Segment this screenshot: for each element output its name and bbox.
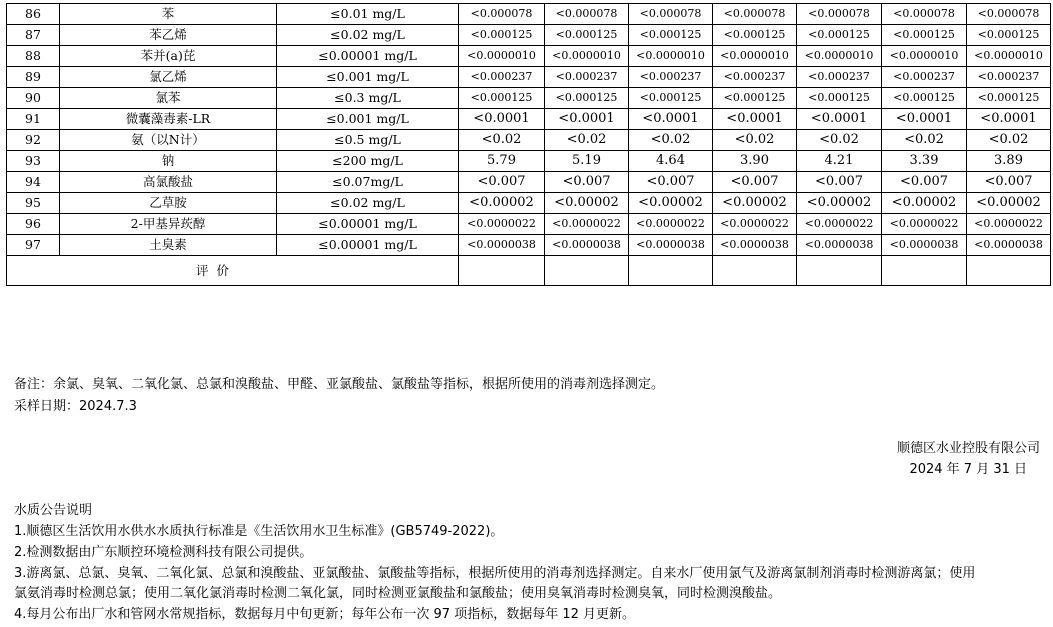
result-value: <0.0000010 xyxy=(459,46,545,67)
table-row xyxy=(7,4,1051,25)
table-row xyxy=(7,67,1051,88)
indicator-name: 高氯酸盐 xyxy=(60,172,277,193)
table-row xyxy=(7,130,1051,151)
result-value: <0.000125 xyxy=(967,88,1051,109)
item-number: 88 xyxy=(7,46,60,67)
table-row xyxy=(7,25,1051,46)
result-value: 3.89 xyxy=(967,151,1051,172)
result-value: <0.0001 xyxy=(629,109,713,130)
result-value: <0.000125 xyxy=(797,25,882,46)
item-number: 91 xyxy=(7,109,60,130)
item-number: 96 xyxy=(7,214,60,235)
result-value: <0.000237 xyxy=(713,67,797,88)
result-value: <0.00002 xyxy=(797,193,882,214)
limit-standard: ≤0.5 mg/L xyxy=(277,130,459,151)
result-value: <0.007 xyxy=(545,172,629,193)
item-number: 86 xyxy=(7,4,60,25)
table-row xyxy=(7,46,1051,67)
result-value: <0.02 xyxy=(545,130,629,151)
item-number: 97 xyxy=(7,235,60,256)
limit-standard: ≤0.00001 mg/L xyxy=(277,46,459,67)
result-value: <0.007 xyxy=(459,172,545,193)
result-value: <0.0000038 xyxy=(797,235,882,256)
evaluation-cell xyxy=(545,256,629,286)
result-value: <0.000125 xyxy=(713,88,797,109)
result-value: <0.0000010 xyxy=(629,46,713,67)
result-value: <0.000078 xyxy=(797,4,882,25)
result-value: <0.000125 xyxy=(713,25,797,46)
notice-line-3: 3.游离氯、总氯、臭氧、二氧化氯、总氯和溴酸盐、亚氯酸盐、氯酸盐等指标，根据所使用的消毒剂选择测定。自来水厂使用氯气及游离氯制剂消毒时检测游离氯；使用 xyxy=(14,566,976,581)
limit-standard: ≤0.02 mg/L xyxy=(277,193,459,214)
table-body xyxy=(7,4,1051,286)
table-row xyxy=(7,193,1051,214)
result-value: <0.000078 xyxy=(967,4,1051,25)
table-row xyxy=(7,109,1051,130)
result-value: <0.02 xyxy=(797,130,882,151)
result-value: <0.0000022 xyxy=(629,214,713,235)
result-value: <0.0000010 xyxy=(797,46,882,67)
result-value: <0.0001 xyxy=(797,109,882,130)
result-value: <0.00002 xyxy=(459,193,545,214)
result-value: <0.00002 xyxy=(545,193,629,214)
result-value: <0.000125 xyxy=(459,88,545,109)
evaluation-cell xyxy=(967,256,1051,286)
result-value: <0.02 xyxy=(459,130,545,151)
indicator-name: 苯并(a)芘 xyxy=(60,46,277,67)
item-number: 94 xyxy=(7,172,60,193)
result-value: <0.0000010 xyxy=(713,46,797,67)
indicator-name: 氯乙烯 xyxy=(60,67,277,88)
indicator-name: 氨（以N计） xyxy=(60,130,277,151)
result-value: 4.64 xyxy=(629,151,713,172)
limit-standard: ≤0.01 mg/L xyxy=(277,4,459,25)
item-number: 87 xyxy=(7,25,60,46)
result-value: <0.000125 xyxy=(882,25,967,46)
result-value: <0.007 xyxy=(967,172,1051,193)
result-value: <0.0000010 xyxy=(545,46,629,67)
result-value: <0.0000022 xyxy=(545,214,629,235)
result-value: <0.007 xyxy=(713,172,797,193)
note-text: 备注：余氯、臭氧、二氧化氯、总氯和溴酸盐、甲醛、亚氯酸盐、氯酸盐等指标，根据所使用的消毒剂选择测定。 xyxy=(14,377,665,392)
evaluation-cell xyxy=(459,256,545,286)
evaluation-cell xyxy=(713,256,797,286)
sample-date: 采样日期：2024.7.3 xyxy=(14,399,137,414)
indicator-name: 钠 xyxy=(60,151,277,172)
water-quality-table xyxy=(6,3,1051,286)
evaluation-row xyxy=(7,256,1051,286)
result-value: <0.000237 xyxy=(967,67,1051,88)
result-value: <0.0000022 xyxy=(967,214,1051,235)
result-value: <0.000125 xyxy=(882,88,967,109)
result-value: <0.000237 xyxy=(797,67,882,88)
notice-title: 水质公告说明 xyxy=(14,503,93,518)
indicator-name: 苯 xyxy=(60,4,277,25)
result-value: <0.0000010 xyxy=(882,46,967,67)
result-value: <0.00002 xyxy=(713,193,797,214)
result-value: <0.000237 xyxy=(459,67,545,88)
result-value: 5.19 xyxy=(545,151,629,172)
result-value: <0.02 xyxy=(629,130,713,151)
result-value: <0.000078 xyxy=(459,4,545,25)
result-value: <0.000125 xyxy=(967,25,1051,46)
result-value: <0.000125 xyxy=(459,25,545,46)
result-value: <0.007 xyxy=(629,172,713,193)
notice-line-2: 2.检测数据由广东顺控环境检测科技有限公司提供。 xyxy=(14,545,313,560)
table-row xyxy=(7,214,1051,235)
indicator-name: 乙草胺 xyxy=(60,193,277,214)
limit-standard: ≤0.00001 mg/L xyxy=(277,235,459,256)
result-value: <0.000237 xyxy=(545,67,629,88)
limit-standard: ≤0.02 mg/L xyxy=(277,25,459,46)
result-value: <0.000078 xyxy=(629,4,713,25)
company-name: 顺德区水业控股有限公司 xyxy=(896,441,1040,456)
limit-standard: ≤0.001 mg/L xyxy=(277,67,459,88)
result-value: <0.0000038 xyxy=(459,235,545,256)
limit-standard: ≤0.001 mg/L xyxy=(277,109,459,130)
result-value: <0.0001 xyxy=(882,109,967,130)
result-value: <0.000125 xyxy=(629,25,713,46)
result-value: <0.007 xyxy=(797,172,882,193)
evaluation-cell xyxy=(629,256,713,286)
result-value: <0.000125 xyxy=(629,88,713,109)
result-value: 3.90 xyxy=(713,151,797,172)
result-value: <0.00002 xyxy=(882,193,967,214)
result-value: <0.00002 xyxy=(967,193,1051,214)
evaluation-label: 评 价 xyxy=(7,256,459,286)
result-value: <0.02 xyxy=(967,130,1051,151)
result-value: <0.0000038 xyxy=(545,235,629,256)
notice-line-1: 1.顺德区生活饮用水供水水质执行标准是《生活饮用水卫生标准》(GB5749-2022)。 xyxy=(14,524,504,539)
result-value: <0.000078 xyxy=(713,4,797,25)
indicator-name: 氯苯 xyxy=(60,88,277,109)
item-number: 92 xyxy=(7,130,60,151)
limit-standard: ≤0.07mg/L xyxy=(277,172,459,193)
evaluation-cell xyxy=(797,256,882,286)
result-value: <0.02 xyxy=(713,130,797,151)
notice-line-3-cont: 氯氨消毒时检测总氯；使用二氧化氯消毒时检测二氧化氯，同时检测亚氯酸盐和氯酸盐；使用臭氧消毒时检测臭氧，同时检测溴酸盐。 xyxy=(14,586,782,601)
item-number: 89 xyxy=(7,67,60,88)
result-value: <0.0001 xyxy=(545,109,629,130)
result-value: <0.0000022 xyxy=(459,214,545,235)
item-number: 90 xyxy=(7,88,60,109)
result-value: <0.000078 xyxy=(882,4,967,25)
result-value: 3.39 xyxy=(882,151,967,172)
result-value: <0.007 xyxy=(882,172,967,193)
result-value: <0.00002 xyxy=(629,193,713,214)
result-value: <0.000237 xyxy=(629,67,713,88)
result-value: <0.0000038 xyxy=(882,235,967,256)
result-value: <0.0000038 xyxy=(713,235,797,256)
table-row xyxy=(7,88,1051,109)
result-value: <0.000125 xyxy=(545,88,629,109)
result-value: <0.0000038 xyxy=(629,235,713,256)
result-value: <0.000125 xyxy=(797,88,882,109)
result-value: <0.0001 xyxy=(459,109,545,130)
limit-standard: ≤0.3 mg/L xyxy=(277,88,459,109)
report-date: 2024 年 7 月 31 日 xyxy=(909,462,1027,477)
result-value: <0.0001 xyxy=(967,109,1051,130)
limit-standard: ≤200 mg/L xyxy=(277,151,459,172)
indicator-name: 土臭素 xyxy=(60,235,277,256)
result-value: <0.0000022 xyxy=(797,214,882,235)
result-value: 4.21 xyxy=(797,151,882,172)
result-value: 5.79 xyxy=(459,151,545,172)
result-value: <0.0000010 xyxy=(967,46,1051,67)
result-value: <0.000237 xyxy=(882,67,967,88)
result-value: <0.000125 xyxy=(545,25,629,46)
result-value: <0.02 xyxy=(882,130,967,151)
evaluation-cell xyxy=(882,256,967,286)
table-row xyxy=(7,151,1051,172)
indicator-name: 2-甲基异莰醇 xyxy=(60,214,277,235)
result-value: <0.0000038 xyxy=(967,235,1051,256)
item-number: 93 xyxy=(7,151,60,172)
indicator-name: 微囊藻毒素-LR xyxy=(60,109,277,130)
result-value: <0.0001 xyxy=(713,109,797,130)
result-value: <0.000078 xyxy=(545,4,629,25)
table-row xyxy=(7,235,1051,256)
item-number: 95 xyxy=(7,193,60,214)
result-value: <0.0000022 xyxy=(713,214,797,235)
indicator-name: 苯乙烯 xyxy=(60,25,277,46)
result-value: <0.0000022 xyxy=(882,214,967,235)
table-row xyxy=(7,172,1051,193)
limit-standard: ≤0.00001 mg/L xyxy=(277,214,459,235)
notice-line-4: 4.每月公布出厂水和管网水常规指标，数据每月中旬更新；每年公布一次 97 项指标，数据每年 12 月更新。 xyxy=(14,607,636,622)
